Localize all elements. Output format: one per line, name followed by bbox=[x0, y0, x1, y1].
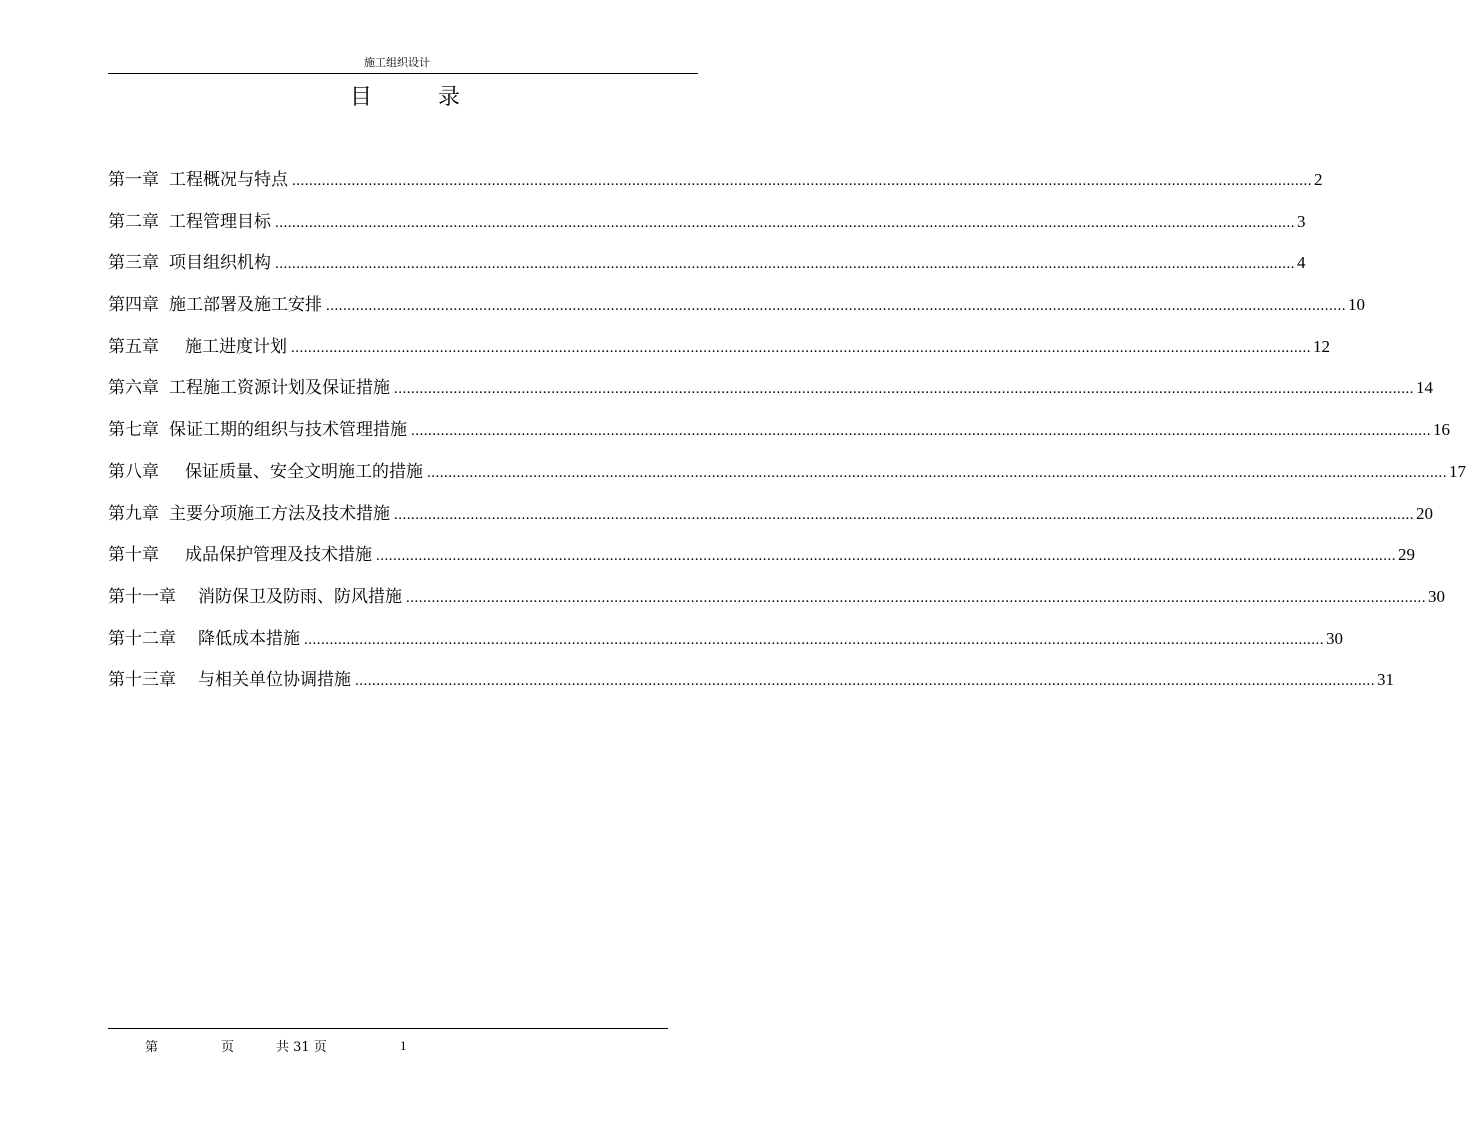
toc-page-number: 31 bbox=[1377, 670, 1394, 690]
toc-leader: ................................................................................................................................................................................................................................................ bbox=[427, 464, 1447, 481]
toc-leader: ................................................................................................................................................................................................................................................ bbox=[355, 673, 1375, 690]
toc-chapter: 第十一章 bbox=[108, 586, 176, 607]
toc-page-number: 30 bbox=[1326, 628, 1343, 648]
toc-leader: ................................................................................................................................................................................................................................................ bbox=[292, 173, 1312, 189]
toc-chapter: 第十三章 bbox=[108, 670, 176, 691]
toc-heading: 主要分项施工方法及技术措施 bbox=[169, 503, 390, 524]
toc-chapter: 第七章 bbox=[108, 420, 159, 441]
footer-page-number: 1 bbox=[400, 1038, 407, 1053]
toc-page-number: 20 bbox=[1416, 503, 1433, 523]
toc-entry-4[interactable] bbox=[108, 293, 1365, 335]
toc-chapter: 第五章 bbox=[108, 336, 159, 357]
toc-entry-13[interactable] bbox=[108, 668, 1394, 710]
toc-leader: ................................................................................................................................................................................................................................................ bbox=[394, 506, 1414, 523]
toc-heading: 施工部署及施工安排 bbox=[169, 295, 322, 316]
toc-entry-10[interactable] bbox=[108, 543, 1415, 585]
toc-entry-6[interactable] bbox=[108, 376, 1433, 418]
toc-leader: ................................................................................................................................................................................................................................................ bbox=[275, 214, 1295, 231]
toc-leader: ................................................................................................................................................................................................................................................ bbox=[406, 589, 1426, 606]
toc-heading: 降低成本措施 bbox=[198, 628, 300, 649]
toc-heading: 与相关单位协调措施 bbox=[198, 670, 351, 691]
toc-title-right: 录 bbox=[438, 85, 461, 110]
toc-page-number: 30 bbox=[1428, 586, 1445, 606]
toc-heading: 施工进度计划 bbox=[185, 336, 287, 357]
toc-entry-8[interactable] bbox=[108, 460, 1466, 502]
toc-chapter: 第一章 bbox=[108, 170, 159, 190]
toc-chapter: 第六章 bbox=[108, 378, 159, 399]
toc-leader: ................................................................................................................................................................................................................................................ bbox=[376, 548, 1396, 565]
toc-page-number: 3 bbox=[1297, 211, 1306, 231]
toc-heading: 保证质量、安全文明施工的措施 bbox=[185, 461, 423, 482]
toc-chapter: 第八章 bbox=[108, 461, 159, 482]
toc-heading: 工程施工资源计划及保证措施 bbox=[169, 378, 390, 399]
toc-entry-2[interactable] bbox=[108, 210, 1306, 252]
toc-chapter: 第四章 bbox=[108, 295, 159, 316]
toc-leader: ................................................................................................................................................................................................................................................ bbox=[326, 298, 1346, 315]
footer-ye: 页 bbox=[221, 1040, 235, 1055]
toc-heading: 工程管理目标 bbox=[169, 211, 271, 232]
toc-entry-5[interactable] bbox=[108, 335, 1330, 377]
toc-entry-11[interactable] bbox=[108, 585, 1445, 627]
toc-title-left: 目 bbox=[350, 85, 373, 110]
toc-title bbox=[350, 84, 460, 112]
footer-total-pages: 共 31 页 bbox=[276, 1040, 327, 1055]
header-rule bbox=[108, 73, 698, 74]
toc-entry-3[interactable] bbox=[108, 251, 1306, 293]
toc-chapter: 第十二章 bbox=[108, 628, 176, 649]
footer-di: 第 bbox=[145, 1040, 159, 1055]
toc-page-number: 12 bbox=[1313, 336, 1330, 356]
toc-list bbox=[108, 168, 1466, 710]
toc-chapter: 第九章 bbox=[108, 503, 159, 524]
toc-chapter: 第三章 bbox=[108, 253, 159, 274]
toc-page-number: 16 bbox=[1433, 420, 1450, 440]
toc-heading: 工程概况与特点 bbox=[169, 170, 288, 190]
toc-page-number: 29 bbox=[1398, 545, 1415, 565]
toc-chapter: 第二章 bbox=[108, 211, 159, 232]
toc-page-number: 4 bbox=[1297, 253, 1306, 273]
toc-entry-1[interactable] bbox=[108, 168, 1323, 210]
running-header: 施工组织设计 bbox=[364, 56, 430, 69]
toc-heading: 成品保护管理及技术措施 bbox=[185, 545, 372, 566]
toc-heading: 项目组织机构 bbox=[169, 253, 271, 274]
toc-page-number: 10 bbox=[1348, 295, 1365, 315]
toc-page-number: 17 bbox=[1449, 461, 1466, 481]
toc-entry-12[interactable] bbox=[108, 627, 1343, 669]
toc-leader: ................................................................................................................................................................................................................................................ bbox=[411, 423, 1431, 440]
toc-chapter: 第十章 bbox=[108, 545, 159, 566]
toc-leader: ................................................................................................................................................................................................................................................ bbox=[275, 256, 1295, 273]
toc-page-number: 2 bbox=[1314, 170, 1323, 189]
toc-entry-7[interactable] bbox=[108, 418, 1450, 460]
toc-leader: ................................................................................................................................................................................................................................................ bbox=[394, 381, 1414, 398]
toc-heading: 保证工期的组织与技术管理措施 bbox=[169, 420, 407, 441]
toc-leader: ................................................................................................................................................................................................................................................ bbox=[304, 631, 1324, 648]
footer-rule bbox=[108, 1028, 668, 1029]
toc-heading: 消防保卫及防雨、防风措施 bbox=[198, 586, 402, 607]
toc-entry-9[interactable] bbox=[108, 502, 1433, 544]
toc-page-number: 14 bbox=[1416, 378, 1433, 398]
toc-leader: ................................................................................................................................................................................................................................................ bbox=[291, 339, 1311, 356]
